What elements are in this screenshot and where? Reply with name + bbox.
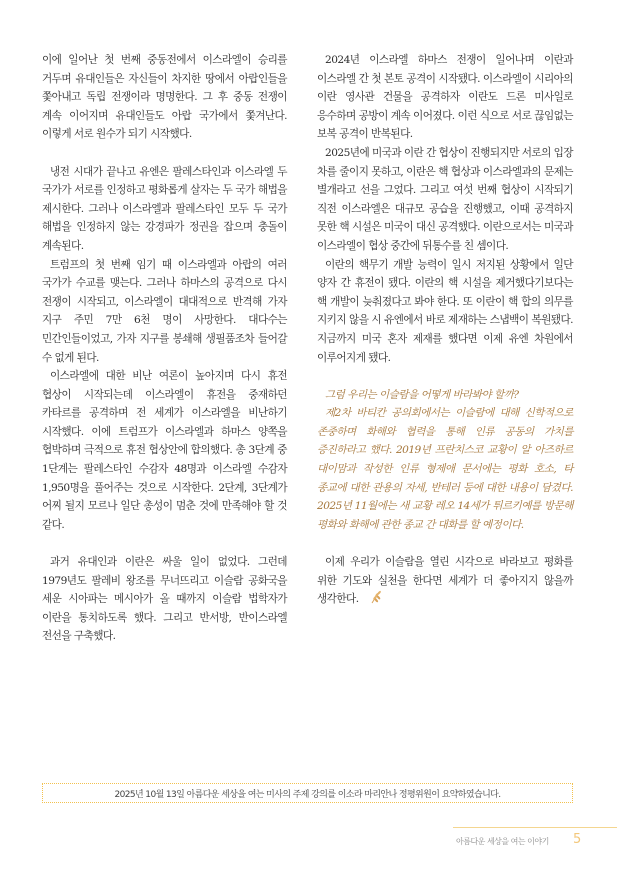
wheat-icon bbox=[362, 590, 374, 604]
paragraph: 2025년에 미국과 이란 간 협상이 진행되지만 서로의 입장 차를 줄이지 못하고, 이란은 핵 협상과 이스라엘과의 문제는 별개라고 선을 그었다. 그리고 여섯 번째 협상이 시작되기 직전 이스라엘은 대규모 공습을 진행했고, 이때 공격하지 못한 핵 시설은 미국이 대신 공격했다. 이란으로서는 미국과 이스라엘이 협상 중간에 뒤통수를 친 셈이다. bbox=[317, 146, 573, 252]
closing-text: 이제 우리가 이슬람을 열린 시각으로 바라보고 평화를 위한 기도와 실천을 한다면 세계가 더 좋아지지 않을까 생각한다. bbox=[317, 556, 573, 606]
summary-box bbox=[42, 783, 573, 803]
footer-divider bbox=[453, 827, 617, 828]
paragraph: 과거 유대인과 이란은 싸울 일이 없었다. 그런데 1979년도 팔레비 왕조를 무너뜨리고 이슬람 공화국을 세운 시아파는 메시아가 올 때까지 이슬람 법학자가 이란을 통치하도록 했다. 그리고 반서방, 반이스라엘 전선을 구축했다. bbox=[42, 556, 287, 643]
paragraph: 이스라엘에 대한 비난 여론이 높아지며 다시 휴전 협상이 시작되는데 이스라엘이 휴전을 중재하던 카타르를 공격하며 전 세계가 이스라엘을 비난하기 시작했다. 이에 트럼프가 이스라엘과 하마스 양쪽을 협박하며 극적으로 휴전 협상안에 합의했다. 총 3단계 중 1단계는 팔레스타인 수감자 48명과 이스라엘 수감자 1,950명을 풀어주는 것으로 시작한다. 2단계, 3단계가 어찌 될지 모르나 일단 총성이 멈춘 것에 만족해야 할 것 같다. bbox=[42, 370, 287, 531]
highlight-paragraph: 제2차 바티칸 공의회에서는 이슬람에 대해 신학적으로 존중하며 화해와 협력을 통해 인류 공동의 가치를 증진하라고 했다. 2019년 프란치스코 교황이 알 아즈하르 대이맘과 작성한 인류 형제애 문서에는 평화 호소, 타 종교에 대한 관용의 자세, 반테러 등에 대한 내용이 담겼다. 2025년 11월에는 새 교황 레오 14세가 튀르키예를 방문해 평화와 화해에 관한 종교 간 대화를 할 예정이다. bbox=[317, 407, 573, 531]
publication-title: 아름다운 세상을 여는 이야기 bbox=[456, 837, 549, 846]
page-number: 5 bbox=[573, 832, 582, 847]
right-column bbox=[317, 51, 573, 609]
paragraph: 2024년 이스라엘 하마스 전쟁이 일어나며 이란과 이스라엘 간 첫 본토 공격이 시작됐다. 이스라엘이 시리아의 이란 영사관 건물을 공격하자 이란도 드론 미사일로 응수하며 공방이 계속 이어졌다. 이런 식으로 서로 끊임없는 보복 공격이 반복된다. bbox=[317, 54, 573, 141]
paragraph: 냉전 시대가 끝나고 유엔은 팔레스타인과 이스라엘 두 국가가 서로를 인정하고 평화롭게 살자는 두 국가 해법을 제시한다. 그러나 이스라엘과 팔레스타인 모두 두 국가 해법을 인정하지 않는 강경파가 정권을 잡으며 충돌이 계속된다. bbox=[42, 165, 287, 252]
paragraph: 트럼프의 첫 번째 임기 때 이스라엘과 아랍의 여러 국가가 수교를 맺는다. 그러나 하마스의 공격으로 다시 전쟁이 시작되고, 이스라엘이 대대적으로 반격해 가자 지구 주민 7만 6천 명이 사망한다. 대다수는 민간인들이었고, 가자 지구를 봉쇄해 생필품조차 들어갈 수 없게 된다. bbox=[42, 258, 287, 364]
left-column bbox=[42, 51, 287, 646]
paragraph: 이란의 핵무기 개발 능력이 일시 저지된 상황에서 일단 양자 간 휴전이 됐다. 이란의 핵 시설을 제거했다기보다는 핵 개발이 늦춰졌다고 봐야 한다. 또 이란이 핵 합의 의무를 지키지 않을 시 유엔에서 바로 제재하는 스냅백이 복원됐다. 지금까지 미국 혼자 제재를 했다면 이제 유엔 차원에서 이루어지게 됐다. bbox=[317, 258, 573, 364]
closing-paragraph bbox=[317, 553, 573, 609]
paragraph: 이에 일어난 첫 번째 중동전에서 이스라엘이 승리를 거두며 유대인들은 자신들이 차지한 땅에서 아랍인들을 쫓아내고 독립 전쟁이라 명명한다. 그 후 중동 전쟁이 계속 이어지며 유대인들도 아랍 국가에서 쫓겨난다. 이렇게 서로 원수가 되기 시작했다. bbox=[42, 54, 287, 141]
summary-text: 2025년 10월 13일 아름다운 세상을 여는 미사의 주제 강의를 이소라 마리안나 정평위원이 요약하였습니다. bbox=[114, 789, 501, 800]
highlight-question: 그럼 우리는 이슬람을 어떻게 바라봐야 할까? bbox=[325, 388, 519, 401]
